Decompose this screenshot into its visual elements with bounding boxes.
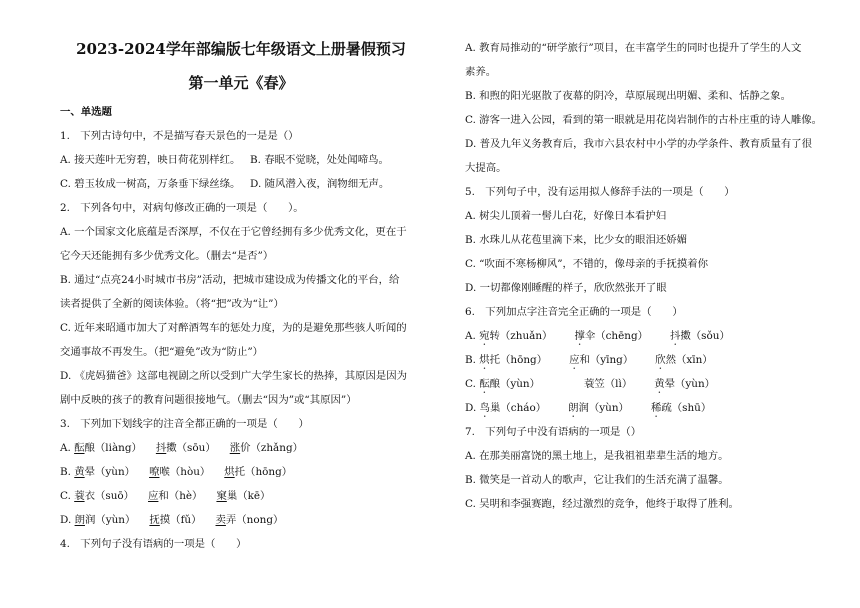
option-text: 蓑笠（lì） (584, 378, 633, 390)
option-letter: D. (60, 514, 75, 526)
option-text: 和（hè） (158, 490, 203, 502)
q4-option-d-line2: 大提高。 (465, 162, 507, 174)
q5-option-b: B. 水珠儿从花苞里滴下来，比少女的眼泪还娇媚 (465, 234, 688, 246)
q5-option-c: C. “吹面不寒杨柳风”，不错的，像母亲的手抚摸着你 (465, 258, 709, 270)
underlined-char: 酝 (74, 442, 85, 454)
option-letter: C. (465, 378, 480, 390)
option-text: 晕（yùn） (664, 378, 716, 390)
q1-option-a: A. 接天莲叶无穷碧，映日荷花别样红。 (60, 154, 241, 166)
doc-subtitle: 第一单元《春》 (188, 74, 294, 92)
q4-option-b: B. 和煦的阳光驱散了夜幕的阴冷，草原展现出明媚、柔和、恬静之象。 (465, 90, 791, 102)
q5-option-a: A. 树尖儿顶着一髻儿白花，好像日本看护妇 (465, 210, 667, 222)
q2-option-d-line1: D. 《虎妈猫爸》这部电视剧之所以受到广大学生家长的热捧，其原因是因为 (60, 370, 408, 382)
q7-option-a: A. 在那美丽富饶的黑土地上，是我祖祖辈辈生活的地方。 (465, 450, 729, 462)
q6-option-c (465, 376, 715, 396)
dotted-char: 稀 (650, 402, 662, 414)
option-text: 价（zhǎng） (240, 442, 303, 454)
q1-option-b: B. 春眠不觉晓，处处闻啼鸟。 (250, 154, 389, 166)
q3-option-b (60, 464, 292, 480)
option-letter: A. (465, 330, 480, 342)
q2-option-b-line1: B. 通过“点亮24小时城市书房”活动，把城市建设成为传播文化的平台，给 (60, 274, 400, 286)
q1-stem: 1. 下列古诗句中，不是描写春天景色的一是是（） (60, 130, 299, 142)
underlined-char: 涨 (229, 442, 241, 454)
q3-option-d (60, 512, 283, 528)
q4-option-c: C. 游客一进入公园，看到的第一眼就是用花岗岩制作的古朴庄重的诗人雕像。 (465, 114, 823, 126)
option-text: 酿（yùn） (489, 378, 541, 390)
option-letter: C. (60, 490, 75, 502)
option-text: 巢（cháo） (489, 402, 547, 414)
q4-stem: 4. 下列句子没有语病的一项是（ ） (60, 538, 247, 550)
dotted-char: 鸟 (479, 402, 490, 414)
option-text: 托（hōng） (234, 466, 293, 478)
dotted-char: 酝 (479, 378, 490, 390)
option-text: 晕（yùn） (84, 466, 136, 478)
q7-option-b: B. 微笑是一首动人的歌声，它让我们的生活充满了温馨。 (465, 474, 729, 486)
q5-option-d: D. 一切都像刚睡醒的样子，欣欣然张开了眼 (465, 282, 667, 294)
option-text: 润（yùn） (578, 402, 629, 414)
underlined-char: 烘 (224, 466, 235, 478)
underlined-char: 抚 (149, 514, 160, 526)
q1-option-c: C. 碧玉妆成一树高，万条垂下绿丝绦。 (60, 178, 241, 190)
doc-title: 2023-2024学年部编版七年级语文上册暑假预习 (76, 40, 406, 58)
dotted-char: 抖 (670, 330, 681, 342)
option-text: 和（yīng） (579, 354, 634, 366)
dotted-char: 宛 (479, 330, 490, 342)
option-letter: D. (465, 402, 480, 414)
dotted-char: 朗 (568, 402, 579, 414)
underlined-char: 黄 (74, 466, 85, 478)
underlined-char: 卖 (215, 514, 226, 526)
option-text: 摸（fǔ） (159, 514, 202, 526)
dotted-char: 应 (569, 354, 580, 366)
underlined-char: 应 (148, 490, 159, 502)
option-text: 擞（sōu） (166, 442, 216, 454)
option-text: 润（yùn） (84, 514, 136, 526)
q3-option-a (60, 440, 303, 456)
underlined-char: 蓑 (74, 490, 85, 502)
underlined-char: 朗 (74, 514, 85, 526)
option-text: 托（hōng） (489, 354, 548, 366)
dotted-char: 欣 (655, 354, 666, 366)
q7-option-c: C. 吴明和李强赛跑，经过激烈的竞争，他终于取得了胜利。 (465, 498, 739, 510)
option-text: 喉（hòu） (159, 466, 211, 478)
underlined-char: 抖 (155, 442, 167, 454)
q4-option-a-line2: 素养。 (465, 66, 497, 78)
q2-option-a-line1: A. 一个国家文化底蕴是否深厚，不仅在于它曾经拥有多少优秀文化，更在于 (60, 226, 407, 238)
q3-option-c (60, 488, 270, 504)
q2-option-a-line2: 它今天还能拥有多少优秀文化。（删去“是否”） (60, 250, 274, 262)
option-text: 衣（suō） (84, 490, 135, 502)
option-text: 疏（shū） (661, 402, 712, 414)
section-heading: 一、单选题 (60, 106, 112, 118)
dotted-char: 撑 (574, 330, 585, 342)
q6-option-b (465, 352, 713, 372)
dotted-char: 黄 (654, 378, 665, 390)
q4-option-a-line1: A. 教育局推动的“研学旅行”项目，在丰富学生的同时也提升了学生的人文 (465, 42, 802, 54)
underlined-char: 嘹 (149, 466, 160, 478)
q6-option-d (465, 400, 711, 420)
q6-stem: 6. 下列加点字注音完全正确的一项是（ ） (465, 306, 683, 318)
q2-option-c-line1: C. 近年来昭通市加大了对醉酒驾车的惩处力度，为的是避免那些骇人听闻的 (60, 322, 407, 334)
q6-option-a (465, 328, 730, 348)
q1-option-d: D. 随风潜入夜，润物细无声。 (250, 178, 390, 190)
option-letter: A. (60, 442, 75, 454)
option-letter: B. (60, 466, 75, 478)
option-text: 擞（sǒu） (680, 330, 730, 342)
option-text: 转（zhuǎn） (489, 330, 553, 342)
dotted-char: 烘 (479, 354, 490, 366)
option-text: 伞（chēng） (584, 330, 649, 342)
option-text: 巢（kē） (226, 490, 271, 502)
option-text: 然（xīn） (665, 354, 713, 366)
q2-option-d-line2: 剧中反映的孩子的教育问题很接地气。（删去“因为”或“其原因”） (60, 394, 357, 406)
q5-stem: 5. 下列句子中，没有运用拟人修辞手法的一项是（ ） (465, 186, 735, 198)
q4-option-d-line1: D. 普及九年义务教育后，我市六县农村中小学的办学条件、教育质量有了很 (465, 138, 813, 150)
option-letter: B. (465, 354, 480, 366)
q2-stem: 2. 下列各句中，对病句修改正确的一项是（ ）。 (60, 202, 304, 214)
q3-stem: 3. 下列加下划线字的注音全都正确的一项是（ ） (60, 418, 309, 430)
q2-option-c-line2: 交通事故不再发生。（把“避免”改为“防止”） (60, 346, 264, 358)
option-text: 弄（nong） (225, 514, 284, 526)
underlined-char: 窠 (216, 490, 227, 502)
q2-option-b-line2: 读者提供了全新的阅读体验。（将“把”改为“让”） (60, 298, 284, 310)
option-text: 酿（liàng） (84, 442, 142, 454)
q7-stem: 7. 下列句子中没有语病的一项是（） (465, 426, 642, 438)
